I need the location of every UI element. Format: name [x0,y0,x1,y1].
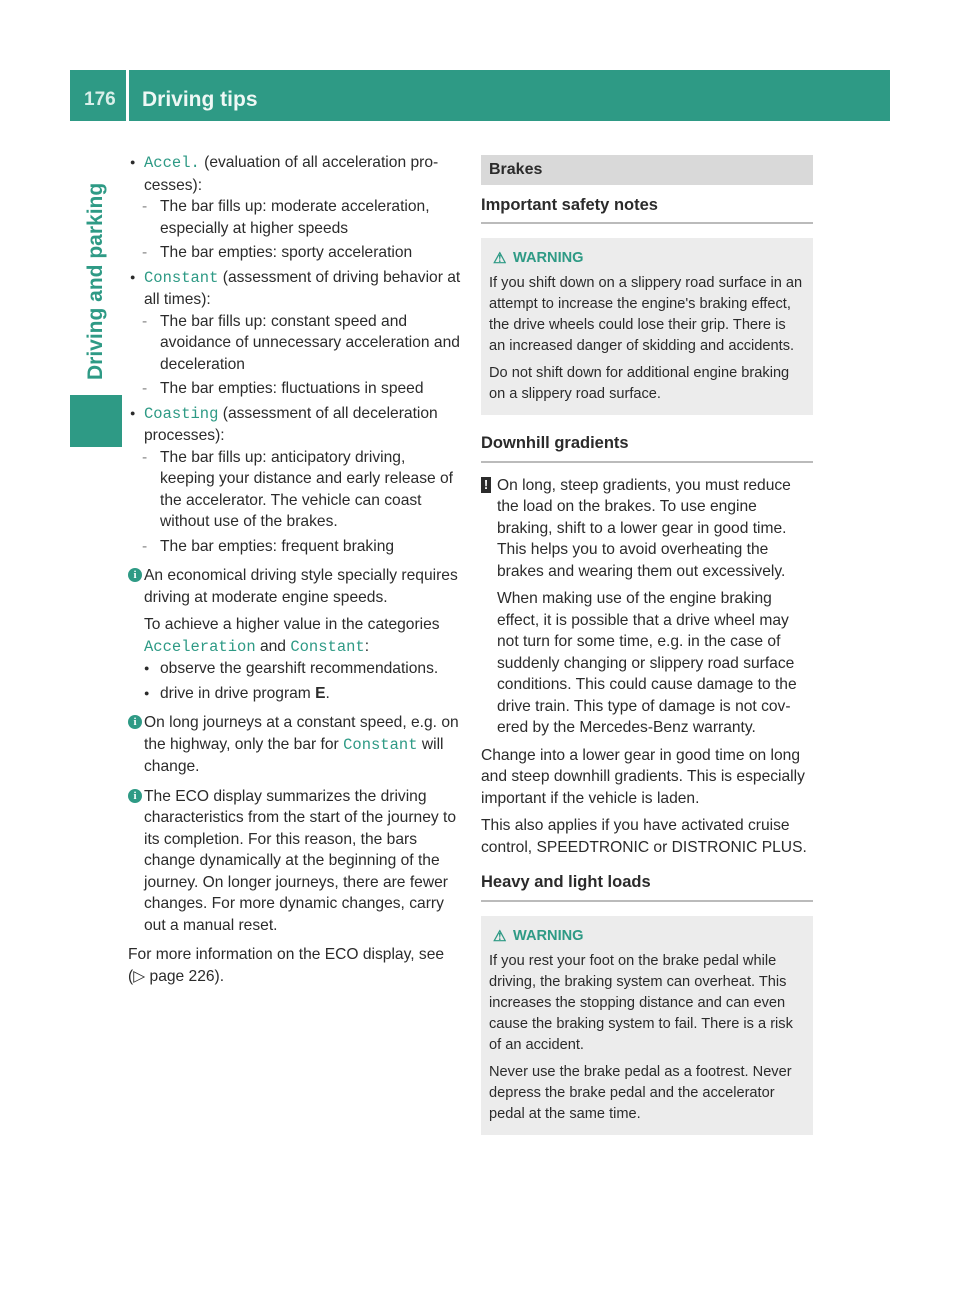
page-number: 176 [84,89,116,110]
sub-item: - The bar empties: frequent braking [142,537,395,555]
warning-triangle-icon: ⚠ [493,250,507,267]
warning-box-brake-pedal [481,916,813,1135]
warning-text: Never use the brake pedal as a footrest. Never depress the brake pedal and the accelerator pedal at the same time. [489,1063,792,1122]
section-title-brakes: Brakes [481,155,813,185]
right-column [481,155,813,1149]
sub-item: - The bar fills up: constant speed and avoidance of unnecessary acceleration and deceleration [142,312,460,373]
warning-text: If you rest your foot on the brake pedal while driving, the braking system can overheat. This increases the stopping distance and can even cause the braking system to fail. There is a risk of an accident. [489,952,793,1053]
constant-description: (assessment of driving behavior at all times): [144,268,461,308]
info-icon: i [128,568,142,582]
term-acceleration: Acceleration [144,637,256,656]
warning-title: ⚠ WARNING [493,250,584,267]
info-note-highway: i On long journeys at a constant speed, e.g. on the highway, only the bar for Constant will change. [128,712,462,778]
sub-text: The bar fills up: constant speed and avoidance of unnecessary acceleration and deceleration [160,312,460,373]
list-item: ● drive in drive program E. [144,684,330,702]
sub-text: The bar empties: fluctuations in speed [160,380,424,397]
cross-reference: For more information on the ECO display, see (▷ page 226). [128,946,445,985]
term-coasting: Coasting [144,404,219,423]
heading-downhill: Downhill gradients [481,433,813,463]
chapter-marker [70,395,122,447]
sub-item: - The bar fills up: moderate acceleration, especially at higher speeds [142,198,430,237]
warning-text: Do not shift down for additional engine braking on a slippery road surface. [489,365,790,402]
list-item-coasting [128,403,462,447]
paragraph: Change into a lower gear in good time on long and steep downhill gradients. This is especially important if the vehicle is laden. [481,746,805,807]
accel-description: (evaluation of all acceleration pro cesses): [144,154,439,194]
coasting-description: (assessment of all deceleration processes): [144,404,438,444]
term-constant: Constant [144,268,219,287]
left-column [128,152,462,993]
paragraph: This also applies if you have activated cruise control, SPEEDTRONIC or DISTRONIC PLUS. [481,817,807,856]
warning-box-shift-down [481,238,813,415]
sub-text: The bar fills up: anticipatory driving, keeping your distance and early release of the accelerator. The vehicle can coast without use of the brakes. [160,448,453,530]
info-note-eco-display [128,786,462,937]
sub-item: - The bar fills up: anticipatory driving, keeping your distance and early release of the accelerator. The vehicle can coast without use of the brakes. [142,448,453,530]
heading-safety-notes: Important safety notes [481,195,813,225]
list-item: ● observe the gearshift recommendations. [144,660,439,677]
notice-downhill [481,475,813,739]
notice-text: On long, steep gradients, you must reduce the load on the brakes. To use engine braking, shift to a lower gear in good time. This helps you to avoid overheating the brakes and wearing them out excessively. [497,476,791,580]
sub-item: - The bar empties: fluctuations in speed [142,380,424,397]
sub-text: The bar empties: frequent braking [160,537,395,555]
notice-text: When making use of the engine braking effect, it is possible that a drive wheel may not turn for some time, e.g. in the case of suddenly changing or slippery road surface conditions. This could cause damage to the drive train. This type of damage is not covered by the Mercedes-Benz warranty. [497,590,797,736]
term-accel: Accel. [144,154,200,172]
warning-text: If you shift down on a slippery road surface in an attempt to increase the engine's braking effect, the drive wheels could lose their grip. There is an increased danger of skidding and accidents. [489,275,803,354]
header-divider [126,70,129,121]
info-text: To achieve a higher value in the categories Acceleration and Constant: [144,616,440,656]
info-note-economical [128,565,462,704]
exclamation-icon: ! [481,477,491,493]
info-text: An economical driving style specially requires driving at moderate engine speeds. [144,567,458,606]
sub-text: The bar empties: sporty acceleration [160,244,413,261]
warning-triangle-icon: ⚠ [493,927,507,945]
info-text: The ECO display summarizes the driving characteristics from the start of the journey to its completion. For this reason, the bars change dynamically at the beginning of the journey. On longer journeys, there are fewer changes. For more dynamic changes, carry out a manual reset. [144,787,457,934]
info-icon: i [128,715,142,729]
heading-loads: Heavy and light loads [481,872,813,902]
sub-item: - The bar empties: sporty acceleration [142,244,413,261]
info-icon: i [128,789,142,803]
side-chapter-label: Driving and parking [84,182,107,380]
list-item-accel [128,152,462,196]
page-title: Driving tips [142,88,258,111]
term-constant: Constant [343,735,418,754]
list-item-constant [128,267,462,311]
term-constant: Constant [290,637,365,656]
sub-text: The bar fills up: moderate acceleration, especially at higher speeds [160,198,430,237]
warning-title: ⚠ WARNING [493,927,584,945]
